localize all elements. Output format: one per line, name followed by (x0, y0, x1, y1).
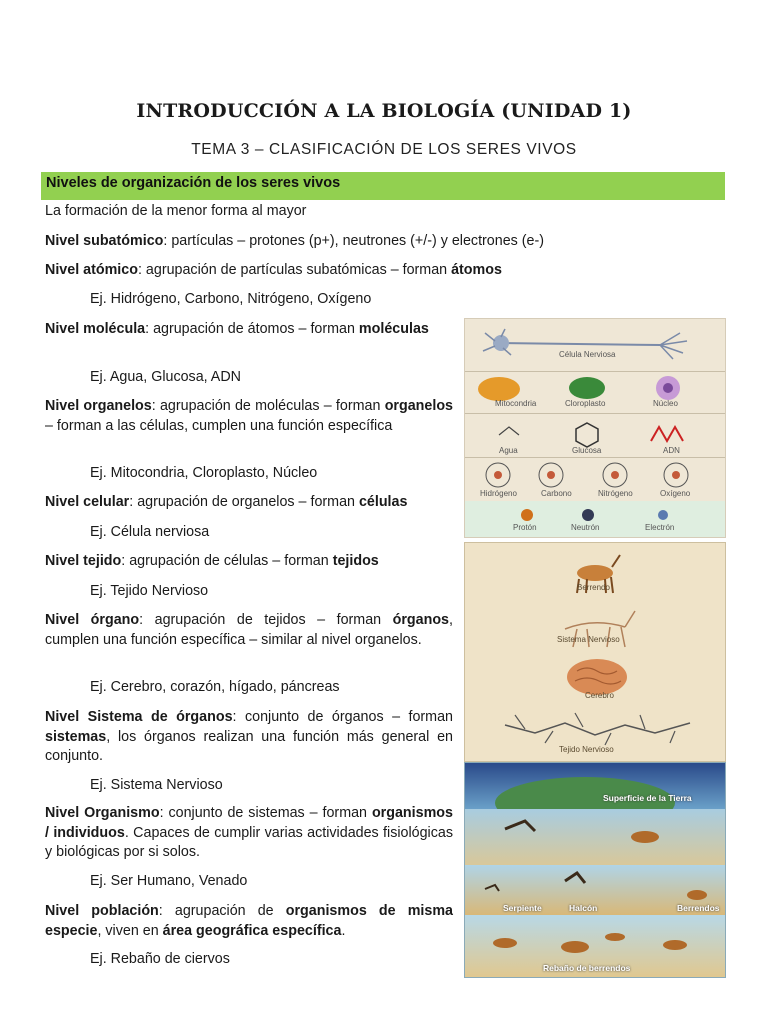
level-desc-2: , viven en (97, 922, 163, 939)
caption-nitrogeno: Nitrógeno (598, 489, 633, 498)
caption-halcon: Halcón (569, 903, 598, 913)
caption-rebano: Rebaño de berrendos (543, 963, 631, 973)
caption-nucleo: Núcleo (653, 399, 678, 408)
level-name: Nivel organelos (45, 398, 152, 414)
level-atomico (45, 261, 502, 281)
figure-row-comunidad (465, 865, 725, 915)
figure-row-tejido-nervioso (465, 703, 725, 761)
example-molecula: Ej. Agua, Glucosa, ADN (90, 369, 241, 385)
level-desc-3: . (341, 922, 346, 939)
level-name: Nivel tejido (45, 553, 122, 569)
level-sistema (45, 708, 453, 767)
level-desc: : agrupación de células – forman (121, 553, 333, 569)
level-desc: : conjunto de órganos – forman (232, 709, 453, 725)
ecosystem-icon (465, 809, 725, 865)
figure-row-subatomicas (465, 501, 725, 537)
intro-line: La formación de la menor forma al mayor (45, 203, 307, 219)
level-name: Nivel subatómico (45, 233, 164, 249)
level-desc: : agrupación de organelos – forman (129, 494, 359, 510)
neuron-icon (465, 319, 725, 371)
figure-row-cerebro (465, 653, 725, 703)
level-molecula (45, 320, 453, 340)
caption-berrendo: Berrendo (577, 583, 610, 592)
caption-superficie: Superficie de la Tierra (603, 793, 692, 803)
level-bold-2: área geográfica específica (162, 922, 342, 939)
figure-cell-molecule-atom (464, 318, 726, 538)
level-name: Nivel molécula (45, 321, 146, 337)
level-desc-2: , los órganos realizan una función más general en conjunto. (45, 728, 453, 764)
level-bold: organismos / individuos (45, 805, 453, 841)
level-organo (45, 611, 453, 650)
level-desc-2: , cumplen una función específica – similar al nivel organelos. (45, 612, 453, 648)
example-sistema: Ej. Sistema Nervioso (90, 777, 223, 793)
level-desc: : agrupación de moléculas – forman (151, 398, 385, 414)
level-organelos (45, 397, 453, 436)
figure-row-organelos (465, 371, 725, 414)
level-name: Nivel Sistema de órganos (45, 709, 233, 725)
level-desc: : partículas – protones (p+), neutrones (+/-) y electrones (e-) (163, 233, 545, 249)
figure-row-rebano (465, 915, 725, 977)
example-celular: Ej. Célula nerviosa (90, 524, 210, 540)
caption-mitocondria: Mitocondria (495, 399, 537, 408)
figure-row-ecosistema (465, 809, 725, 865)
caption-hidrogeno: Hidrógeno (480, 489, 517, 498)
caption-cerebro: Cerebro (585, 691, 614, 700)
figure-biosphere-population (464, 762, 726, 978)
figure-row-superficie (465, 763, 725, 809)
level-bold: sistemas (45, 728, 107, 745)
example-atomico: Ej. Hidrógeno, Carbono, Nitrógeno, Oxígeno (90, 291, 372, 307)
caption-cloroplasto: Cloroplasto (565, 399, 606, 408)
level-bold: órganos (392, 612, 450, 628)
section-heading-band (41, 172, 725, 200)
level-desc: : agrupación de tejidos – forman (139, 612, 393, 628)
example-organelos: Ej. Mitocondria, Cloroplasto, Núcleo (90, 465, 318, 481)
figure-organism-organ-tissue (464, 542, 726, 762)
level-bold: moléculas (358, 321, 429, 337)
nervous-system-icon (465, 599, 725, 653)
level-desc: : agrupación de partículas subatómicas – forman (137, 262, 452, 278)
caption-agua: Agua (499, 446, 518, 455)
caption-proton: Protón (513, 523, 537, 532)
caption-celula: Célula Nerviosa (559, 350, 616, 359)
level-tejido (45, 552, 379, 572)
caption-serpiente: Serpiente (503, 903, 542, 913)
level-celular (45, 493, 407, 513)
figure-row-atomos (465, 457, 725, 502)
level-desc-2: . Capaces de cumplir varias actividades fisiológicas y biológicas por si solos. (45, 824, 453, 860)
level-desc: : agrupación de átomos – forman (145, 321, 359, 337)
level-name: Nivel atómico (45, 262, 138, 278)
level-bold: átomos (451, 262, 502, 278)
level-poblacion (45, 902, 453, 941)
example-organo: Ej. Cerebro, corazón, hígado, páncreas (90, 679, 340, 695)
level-bold: células (358, 494, 408, 510)
caption-tejido-nervioso: Tejido Nervioso (559, 745, 614, 754)
caption-electron: Electrón (645, 523, 675, 532)
caption-berrendos: Berrendos (677, 903, 720, 913)
caption-glucosa: Glucosa (572, 446, 602, 455)
level-name: Nivel población (45, 903, 159, 919)
example-organismo: Ej. Ser Humano, Venado (90, 873, 248, 889)
level-desc-2: – forman a las células, cumplen una función específica (45, 417, 393, 434)
page-title: INTRODUCCIÓN A LA BIOLOGÍA (UNIDAD 1) (136, 100, 632, 122)
example-poblacion: Ej. Rebaño de ciervos (90, 951, 230, 967)
level-bold: organismos de misma especie (45, 903, 453, 939)
level-bold: organelos (384, 398, 454, 414)
level-desc: : conjunto de sistemas – forman (159, 805, 372, 821)
level-organismo (45, 804, 453, 863)
caption-adn: ADN (663, 446, 680, 455)
level-subatomico (45, 232, 544, 252)
figure-row-moleculas (465, 413, 725, 458)
caption-neutron: Neutrón (571, 523, 600, 532)
level-name: Nivel Organismo (45, 805, 160, 821)
level-name: Nivel órgano (45, 612, 140, 628)
caption-oxigeno: Oxígeno (660, 489, 691, 498)
figure-row-berrendo (465, 543, 725, 599)
figure-row-celula (465, 319, 725, 372)
example-tejido: Ej. Tejido Nervioso (90, 583, 209, 599)
page-subtitle: TEMA 3 – CLASIFICACIÓN DE LOS SERES VIVOS (191, 141, 577, 158)
caption-sistema-nervioso: Sistema Nervioso (557, 635, 620, 644)
level-desc: : agrupación de (158, 903, 286, 919)
section-heading: Niveles de organización de los seres vivos (46, 175, 341, 191)
caption-carbono: Carbono (541, 489, 572, 498)
figure-row-sistema-nervioso (465, 599, 725, 653)
level-name: Nivel celular (45, 494, 130, 510)
level-bold: tejidos (332, 553, 379, 569)
